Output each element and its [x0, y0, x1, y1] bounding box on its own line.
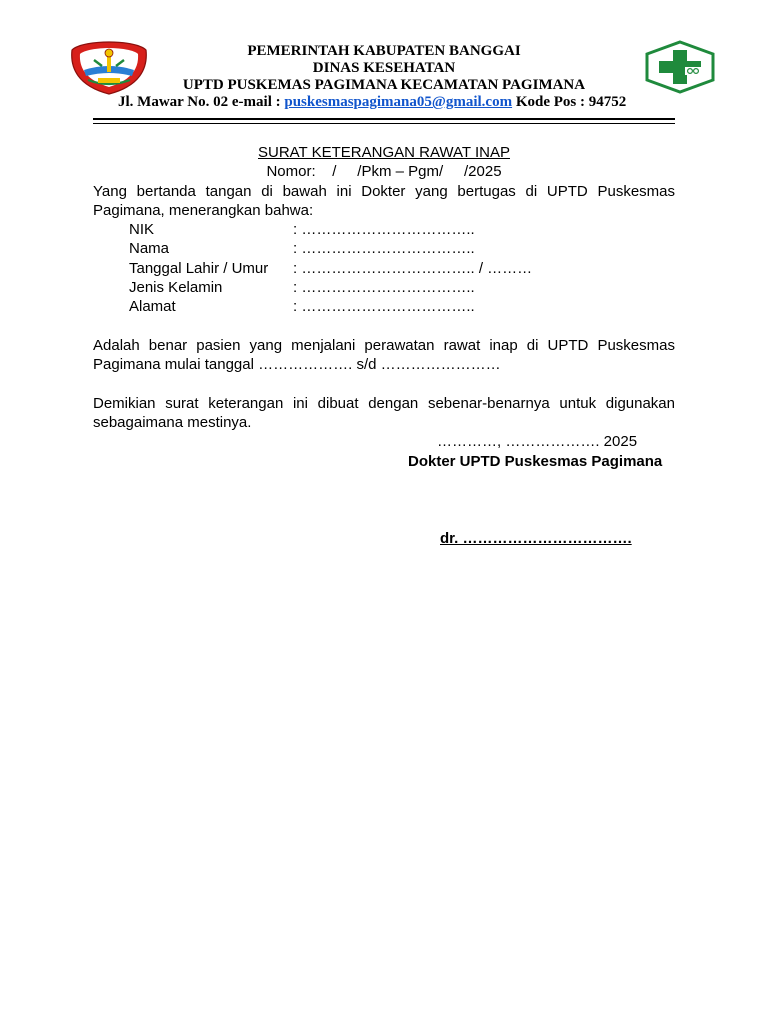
field-label-tanggal-lahir: Tanggal Lahir / Umur: [129, 260, 269, 277]
field-label-nama: Nama: [129, 240, 170, 257]
letterhead-government: PEMERINTAH KABUPATEN BANGGAI: [247, 43, 521, 59]
intro-paragraph: Yang bertanda tangan di bawah ini Dokter yang bertugas di UPTD Puskesmas Pagimana, menerangkan bahwa:: [93, 183, 675, 219]
statement-paragraph: Adalah benar pasien yang menjalani perawatan rawat inap di UPTD Puskesmas Pagimana mulai tanggal ………………. s/d ……………………: [93, 337, 675, 373]
field-label-jenis-kelamin: Jenis Kelamin: [129, 279, 223, 296]
field-value-alamat: : ……………………………..: [293, 298, 475, 315]
address-prefix: Jl. Mawar No. 02 e-mail :: [118, 94, 281, 110]
doctor-name: dr. …………………………….: [440, 530, 632, 547]
letterhead-address: [118, 94, 658, 111]
signer-title: Dokter UPTD Puskesmas Pagimana: [408, 453, 663, 470]
closing-paragraph: Demikian surat keterangan ini dibuat dengan sebenar-benarnya untuk digunakan sebagaimana mestinya.: [93, 395, 675, 431]
letterhead-divider-thick: [93, 118, 675, 120]
field-value-jenis-kelamin: : ……………………………..: [293, 279, 475, 296]
email-link[interactable]: puskesmaspagimana05@gmail.com: [284, 94, 513, 110]
field-value-tanggal-lahir: : …………………………….. / ………: [293, 260, 533, 277]
postal-code: Kode Pos : 94752: [515, 94, 627, 110]
field-value-nama: : ……………………………..: [293, 240, 475, 257]
letterhead-department: DINAS KESEHATAN: [312, 60, 456, 76]
document-number: Nomor: / /Pkm – Pgm/ /2025: [266, 163, 502, 180]
field-label-alamat: Alamat: [129, 298, 176, 315]
document-title: SURAT KETERANGAN RAWAT INAP: [258, 144, 510, 161]
letterhead-institution: UPTD PUSKEMAS PAGIMANA KECAMATAN PAGIMANA: [182, 77, 586, 93]
field-label-nik: NIK: [129, 221, 155, 238]
letterhead-divider-thin: [93, 123, 675, 124]
signature-date-line: …………, ………………. 2025: [437, 433, 638, 450]
field-value-nik: : ……………………………..: [293, 221, 475, 238]
